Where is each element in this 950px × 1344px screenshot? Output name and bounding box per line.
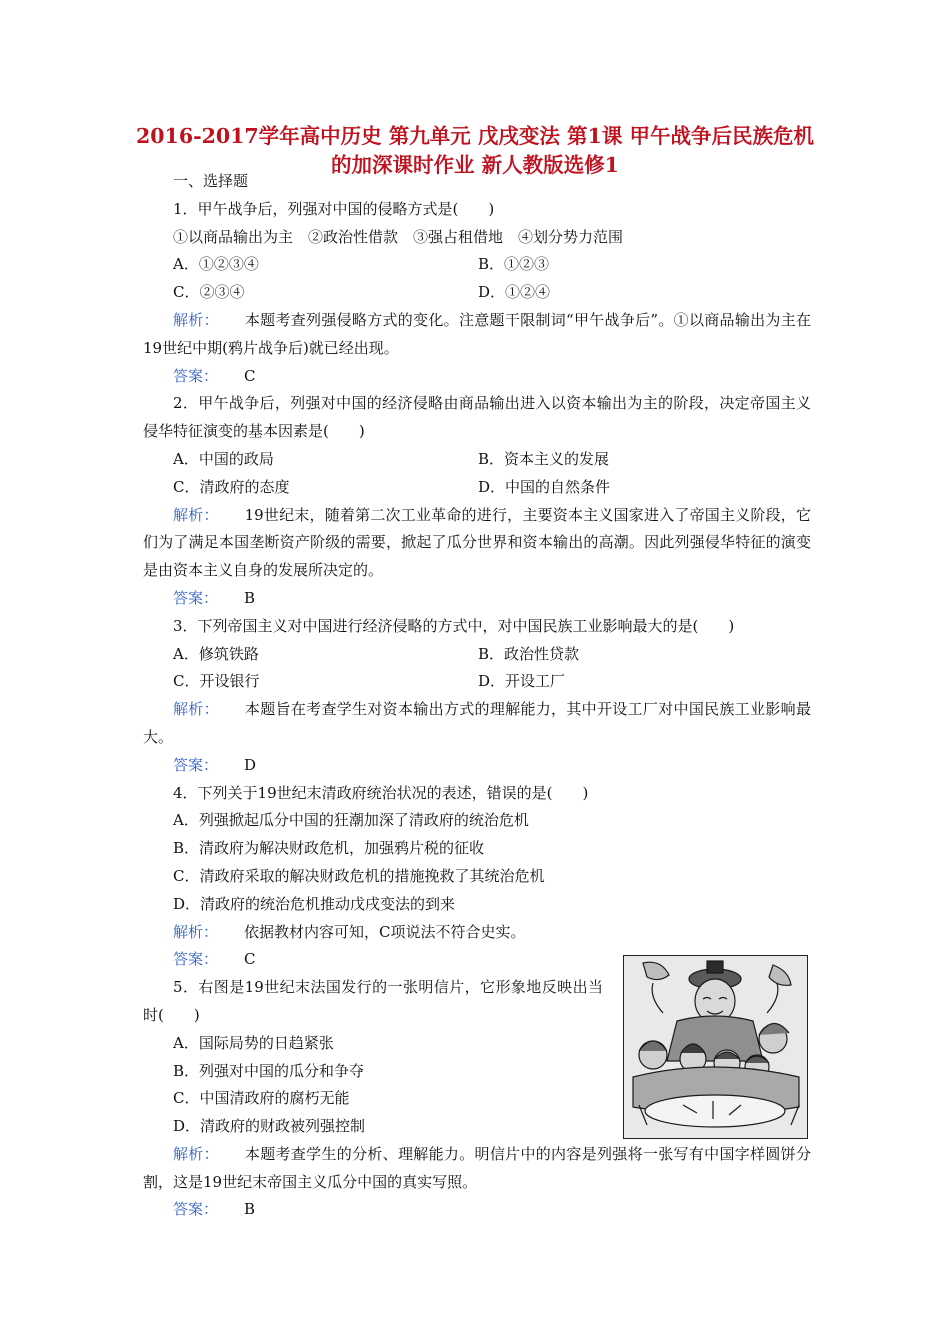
section-heading: 一、选择题: [173, 172, 249, 190]
option-c: C．②③④: [173, 283, 245, 302]
option-d: D．开设工厂: [478, 672, 566, 691]
question-4-stem: 4．下列关于19世纪末清政府统治状况的表述，错误的是( ): [173, 783, 589, 802]
analysis-text: 本题考查列强侵略方式的变化。注意题干限制词“甲午战争后”。①以商品输出为主在19世纪中期(鸦片战争后)就已经出现。: [143, 310, 811, 357]
option-b: B．资本主义的发展: [478, 449, 610, 468]
question-5-analysis: [143, 1141, 811, 1197]
analysis-text: 19世纪末，随着第二次工业革命的进行，主要资本主义国家进入了帝国主义阶段，它们为了满足本国垄断资产阶级的需要，掀起了瓜分世界和资本输出的高潮。因此列强侵华特征的演变是由资本主义自身的发展所决定的。: [143, 505, 811, 580]
option-a: A．修筑铁路: [173, 644, 259, 663]
question-5-answer: [143, 1196, 811, 1224]
answer-value: B: [244, 1200, 256, 1219]
question-2-options-row: [143, 446, 811, 474]
answer-label: 答案：: [173, 950, 219, 969]
answer-label: 答案：: [173, 588, 219, 607]
analysis-label: 解析：: [173, 505, 219, 524]
option-d: D．①②④: [478, 283, 551, 302]
option-d: D．清政府的统治危机推动戊戌变法的到来: [173, 894, 456, 913]
answer-label: 答案：: [173, 755, 219, 774]
analysis-text: 依据教材内容可知，C项说法不符合史实。: [244, 922, 526, 941]
option-b: B．政治性贷款: [478, 644, 580, 663]
option-b: B．清政府为解决财政危机，加强鸦片税的征收: [173, 839, 485, 858]
analysis-label: 解析：: [173, 1144, 219, 1163]
option-a: A．中国的政局: [173, 449, 274, 468]
analysis-label: 解析：: [173, 700, 219, 719]
question-4-analysis: [143, 919, 811, 947]
question-1-options-row: [143, 279, 811, 307]
option-d: D．中国的自然条件: [478, 477, 611, 496]
option-c: C．开设银行: [173, 672, 260, 691]
option-c: C．清政府的态度: [173, 477, 290, 496]
question-1-stem: 1．甲午战争后，列强对中国的侵略方式是( ): [173, 199, 495, 218]
answer-label: 答案：: [173, 366, 219, 385]
answer-label: 答案：: [173, 1200, 219, 1219]
question-3-options-row: [143, 668, 811, 696]
question-2-options-row: [143, 474, 811, 502]
question-1-options-row: [143, 251, 811, 279]
question-1-answer: [143, 363, 811, 391]
option-c: C．中国清政府的腐朽无能: [173, 1089, 350, 1108]
analysis-label: 解析：: [173, 922, 219, 941]
answer-value: D: [244, 755, 257, 774]
analysis-text: 本题旨在考查学生对资本输出方式的理解能力，其中开设工厂对中国民族工业影响最大。: [143, 700, 811, 746]
question-2-analysis: [143, 502, 811, 585]
option-a: A．国际局势的日趋紧张: [173, 1033, 334, 1052]
question-3-stem: 3．下列帝国主义对中国进行经济侵略的方式中，对中国民族工业影响最大的是( ): [173, 616, 735, 635]
postcard-illustration: [623, 955, 808, 1139]
analysis-text: 本题考查学生的分析、理解能力。明信片中的内容是列强将一张写有中国字样圆饼分割，这是19世纪末帝国主义瓜分中国的真实写照。: [143, 1144, 811, 1191]
option-b: B．①②③: [478, 255, 550, 274]
question-2-stem: 2．甲午战争后，列强对中国的经济侵略由商品输出进入以资本输出为主的阶段，决定帝国主义侵华特征演变的基本因素是( ): [143, 394, 811, 441]
option-b: B．列强对中国的瓜分和争夺: [173, 1061, 365, 1080]
answer-value: B: [244, 588, 256, 607]
option-d: D．清政府的财政被列强控制: [173, 1117, 366, 1136]
question-3-options-row: [143, 641, 811, 669]
answer-value: C: [244, 366, 256, 385]
answer-value: C: [244, 950, 256, 969]
question-1-analysis: [143, 307, 811, 363]
option-a: A．①②③④: [173, 255, 259, 274]
question-3-analysis: [143, 696, 811, 752]
question-2-answer: [143, 585, 811, 613]
question-5-stem: 5．右图是19世纪末法国发行的一张明信片，它形象地反映出当时( ): [143, 978, 603, 1024]
question-1-note: ①以商品输出为主 ②政治性借款 ③强占租借地 ④划分势力范围: [173, 227, 624, 246]
document-title: 2016-2017学年高中历史 第九单元 戊戌变法 第1课 甲午战争后民族危机的加深课时作业 新人教版选修1: [136, 124, 814, 177]
option-a: A．列强掀起瓜分中国的狂潮加深了清政府的统治危机: [173, 811, 529, 830]
question-3-answer: [143, 752, 811, 780]
option-c: C．清政府采取的解决财政危机的措施挽救了其统治危机: [173, 866, 545, 885]
analysis-label: 解析：: [173, 310, 219, 329]
